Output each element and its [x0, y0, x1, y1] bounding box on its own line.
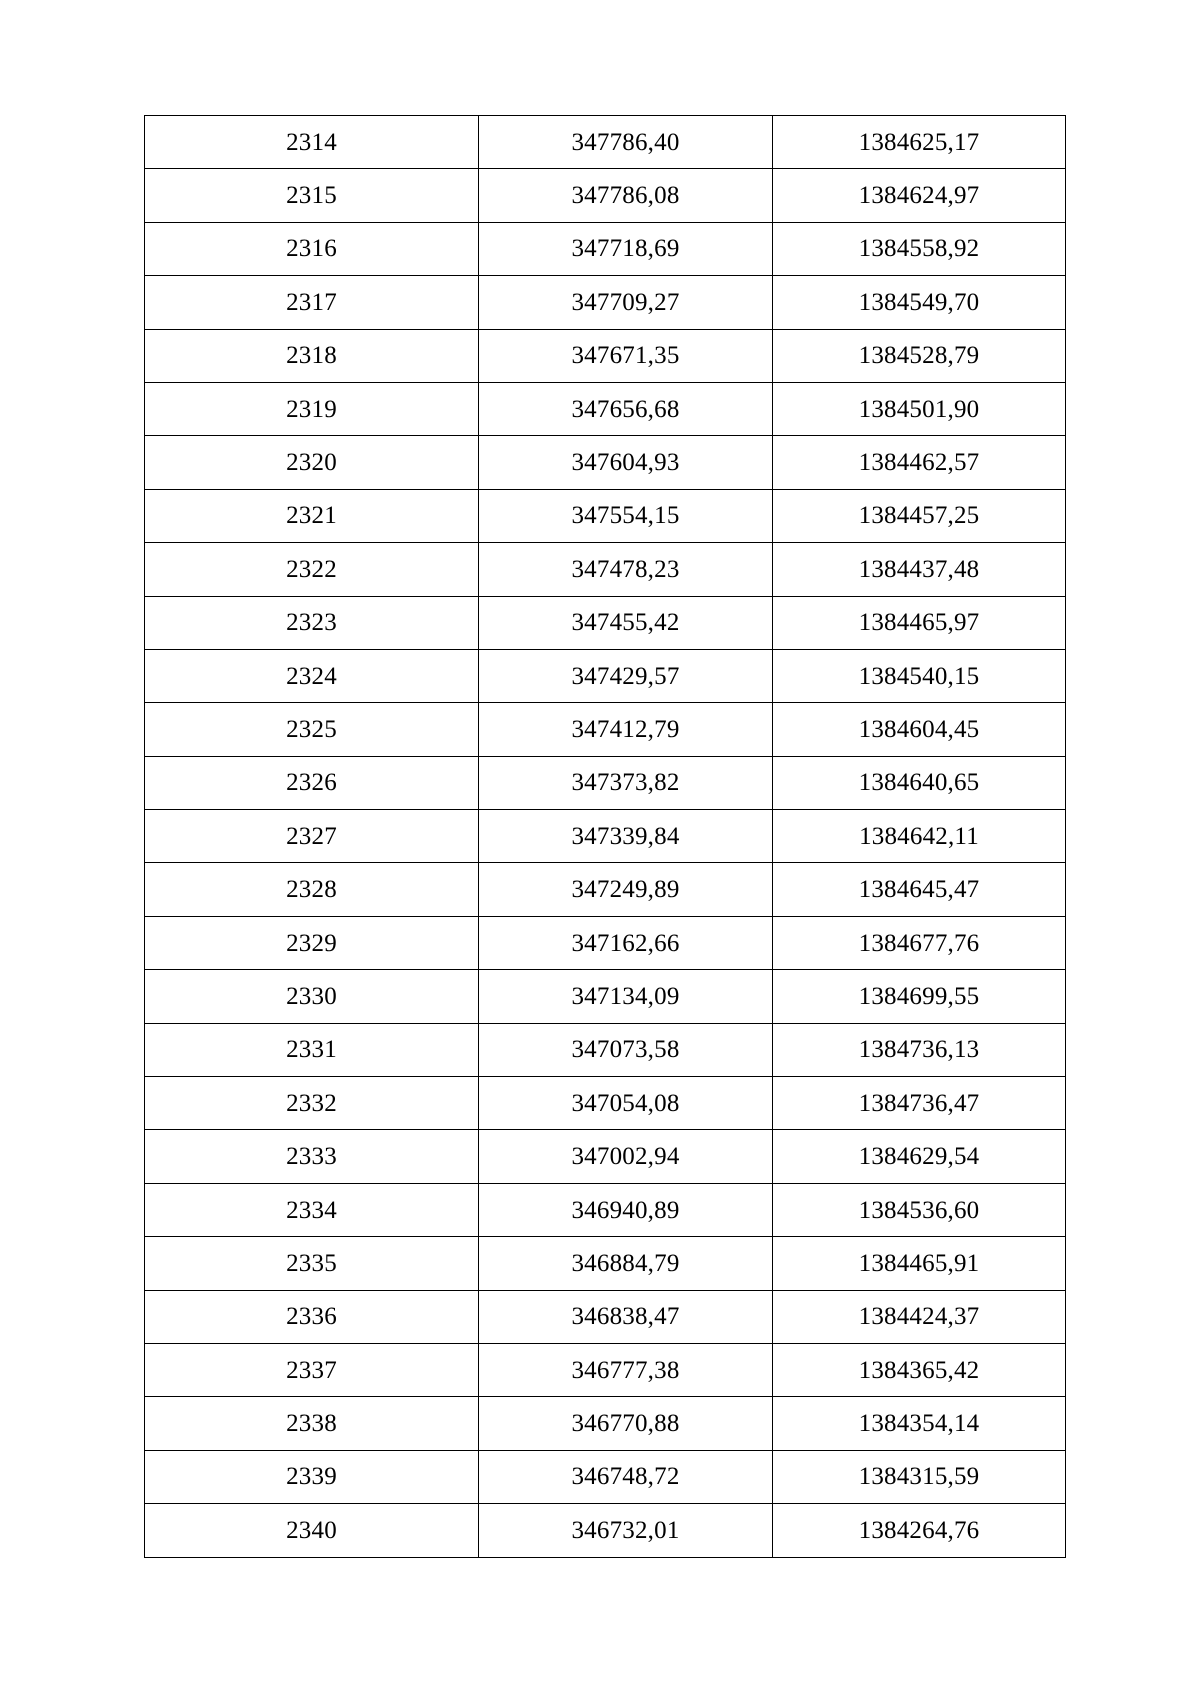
- table-row: [145, 489, 1066, 542]
- y-coordinate-cell: 1384501,90: [773, 382, 1066, 435]
- table-row: [145, 810, 1066, 863]
- table-row: [145, 1023, 1066, 1076]
- x-coordinate-cell: 347671,35: [479, 329, 773, 382]
- x-coordinate-cell: 347373,82: [479, 756, 773, 809]
- x-coordinate-cell: 347786,08: [479, 169, 773, 222]
- y-coordinate-cell: 1384354,14: [773, 1397, 1066, 1450]
- table-row: [145, 276, 1066, 329]
- point-number-cell: 2337: [145, 1343, 479, 1396]
- x-coordinate-cell: 347709,27: [479, 276, 773, 329]
- x-coordinate-cell: 347656,68: [479, 382, 773, 435]
- table-row: [145, 1450, 1066, 1503]
- y-coordinate-cell: 1384640,65: [773, 756, 1066, 809]
- y-coordinate-cell: 1384604,45: [773, 703, 1066, 756]
- point-number-cell: 2325: [145, 703, 479, 756]
- x-coordinate-cell: 347249,89: [479, 863, 773, 916]
- x-coordinate-cell: 347002,94: [479, 1130, 773, 1183]
- y-coordinate-cell: 1384549,70: [773, 276, 1066, 329]
- x-coordinate-cell: 346884,79: [479, 1237, 773, 1290]
- y-coordinate-cell: 1384645,47: [773, 863, 1066, 916]
- y-coordinate-cell: 1384558,92: [773, 222, 1066, 275]
- x-coordinate-cell: 347073,58: [479, 1023, 773, 1076]
- point-number-cell: 2330: [145, 970, 479, 1023]
- table-row: [145, 543, 1066, 596]
- y-coordinate-cell: 1384465,91: [773, 1237, 1066, 1290]
- point-number-cell: 2316: [145, 222, 479, 275]
- coordinates-table: [144, 115, 1066, 1558]
- y-coordinate-cell: 1384437,48: [773, 543, 1066, 596]
- y-coordinate-cell: 1384465,97: [773, 596, 1066, 649]
- y-coordinate-cell: 1384736,13: [773, 1023, 1066, 1076]
- table-row: [145, 1343, 1066, 1396]
- table-row: [145, 756, 1066, 809]
- x-coordinate-cell: 347134,09: [479, 970, 773, 1023]
- table-row: [145, 649, 1066, 702]
- y-coordinate-cell: 1384736,47: [773, 1077, 1066, 1130]
- x-coordinate-cell: 347554,15: [479, 489, 773, 542]
- x-coordinate-cell: 347054,08: [479, 1077, 773, 1130]
- x-coordinate-cell: 347429,57: [479, 649, 773, 702]
- y-coordinate-cell: 1384315,59: [773, 1450, 1066, 1503]
- x-coordinate-cell: 346732,01: [479, 1504, 773, 1557]
- table-row: [145, 116, 1066, 169]
- table-row: [145, 596, 1066, 649]
- x-coordinate-cell: 346777,38: [479, 1343, 773, 1396]
- table-row: [145, 329, 1066, 382]
- coordinates-table-body: [145, 116, 1066, 1558]
- x-coordinate-cell: 347455,42: [479, 596, 773, 649]
- table-row: [145, 863, 1066, 916]
- y-coordinate-cell: 1384624,97: [773, 169, 1066, 222]
- point-number-cell: 2322: [145, 543, 479, 596]
- y-coordinate-cell: 1384677,76: [773, 916, 1066, 969]
- table-row: [145, 1397, 1066, 1450]
- y-coordinate-cell: 1384528,79: [773, 329, 1066, 382]
- table-row: [145, 222, 1066, 275]
- point-number-cell: 2327: [145, 810, 479, 863]
- x-coordinate-cell: 347162,66: [479, 916, 773, 969]
- x-coordinate-cell: 347412,79: [479, 703, 773, 756]
- point-number-cell: 2319: [145, 382, 479, 435]
- y-coordinate-cell: 1384625,17: [773, 116, 1066, 169]
- y-coordinate-cell: 1384365,42: [773, 1343, 1066, 1396]
- table-row: [145, 703, 1066, 756]
- table-row: [145, 436, 1066, 489]
- y-coordinate-cell: 1384699,55: [773, 970, 1066, 1023]
- point-number-cell: 2323: [145, 596, 479, 649]
- point-number-cell: 2314: [145, 116, 479, 169]
- table-row: [145, 970, 1066, 1023]
- table-row: [145, 1504, 1066, 1557]
- x-coordinate-cell: 346838,47: [479, 1290, 773, 1343]
- y-coordinate-cell: 1384457,25: [773, 489, 1066, 542]
- x-coordinate-cell: 347604,93: [479, 436, 773, 489]
- point-number-cell: 2317: [145, 276, 479, 329]
- table-row: [145, 382, 1066, 435]
- x-coordinate-cell: 347786,40: [479, 116, 773, 169]
- point-number-cell: 2320: [145, 436, 479, 489]
- y-coordinate-cell: 1384629,54: [773, 1130, 1066, 1183]
- point-number-cell: 2326: [145, 756, 479, 809]
- x-coordinate-cell: 346770,88: [479, 1397, 773, 1450]
- point-number-cell: 2336: [145, 1290, 479, 1343]
- y-coordinate-cell: 1384264,76: [773, 1504, 1066, 1557]
- table-row: [145, 1237, 1066, 1290]
- point-number-cell: 2329: [145, 916, 479, 969]
- table-row: [145, 1077, 1066, 1130]
- table-row: [145, 1290, 1066, 1343]
- point-number-cell: 2333: [145, 1130, 479, 1183]
- x-coordinate-cell: 346940,89: [479, 1183, 773, 1236]
- point-number-cell: 2334: [145, 1183, 479, 1236]
- y-coordinate-cell: 1384536,60: [773, 1183, 1066, 1236]
- table-row: [145, 916, 1066, 969]
- y-coordinate-cell: 1384424,37: [773, 1290, 1066, 1343]
- y-coordinate-cell: 1384642,11: [773, 810, 1066, 863]
- point-number-cell: 2328: [145, 863, 479, 916]
- y-coordinate-cell: 1384540,15: [773, 649, 1066, 702]
- point-number-cell: 2331: [145, 1023, 479, 1076]
- x-coordinate-cell: 347718,69: [479, 222, 773, 275]
- point-number-cell: 2318: [145, 329, 479, 382]
- x-coordinate-cell: 347478,23: [479, 543, 773, 596]
- table-row: [145, 169, 1066, 222]
- table-row: [145, 1183, 1066, 1236]
- y-coordinate-cell: 1384462,57: [773, 436, 1066, 489]
- point-number-cell: 2321: [145, 489, 479, 542]
- point-number-cell: 2332: [145, 1077, 479, 1130]
- point-number-cell: 2315: [145, 169, 479, 222]
- point-number-cell: 2324: [145, 649, 479, 702]
- point-number-cell: 2335: [145, 1237, 479, 1290]
- point-number-cell: 2338: [145, 1397, 479, 1450]
- x-coordinate-cell: 346748,72: [479, 1450, 773, 1503]
- point-number-cell: 2339: [145, 1450, 479, 1503]
- table-row: [145, 1130, 1066, 1183]
- x-coordinate-cell: 347339,84: [479, 810, 773, 863]
- point-number-cell: 2340: [145, 1504, 479, 1557]
